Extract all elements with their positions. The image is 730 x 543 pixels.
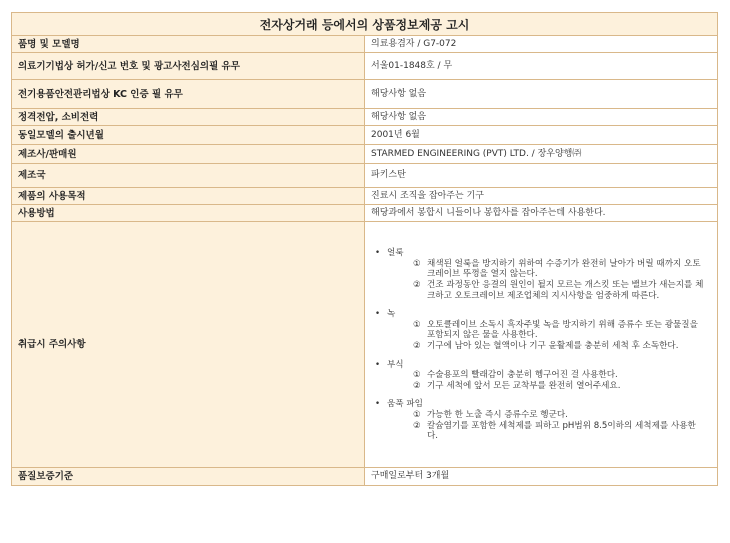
- table-row: [12, 36, 718, 53]
- row-value: 해당사항 없음: [365, 109, 718, 126]
- row-value: 해당사항 없음: [365, 80, 718, 109]
- precaution-item-text: 가능한 한 노출 즉시 증류수로 헹군다.: [427, 409, 568, 420]
- precaution-item: [373, 421, 711, 442]
- row-label: 의료기기법상 허가/신고 번호 및 광고사전심의필 유무: [12, 53, 365, 80]
- precaution-item-text: 기구에 남아 있는 혈액이나 기구 윤활제를 충분히 세척 후 소독한다.: [427, 341, 679, 351]
- precaution-item: [373, 259, 711, 280]
- precaution-item: [373, 320, 711, 341]
- row-value: 서울01-1848호 / 무: [365, 53, 718, 80]
- precaution-section-title: [373, 399, 711, 410]
- precaution-section-title: [373, 248, 711, 259]
- row-label: 품질보증기준: [12, 468, 365, 486]
- bullet-icon: •: [375, 248, 381, 259]
- precaution-item: [373, 381, 711, 392]
- table-row: [12, 126, 718, 145]
- precautions-cell: [365, 222, 718, 468]
- precaution-item-number: ①: [413, 258, 421, 269]
- precaution-item-number: ①: [413, 370, 421, 381]
- precaution-section-title: [373, 360, 711, 371]
- precaution-item-number: ②: [413, 341, 421, 351]
- precaution-section: [373, 399, 711, 441]
- precaution-item-text: 칼슘염기를 포함한 세척제를 피하고 pH범위 8.5이하의 세척제를 사용한다.: [427, 420, 696, 442]
- precautions-list: [371, 244, 711, 445]
- precaution-item: [373, 370, 711, 381]
- table-row: [12, 468, 718, 486]
- bullet-icon: •: [375, 309, 381, 320]
- product-info-table: [11, 12, 718, 486]
- table-row: [12, 109, 718, 126]
- precaution-section: [373, 248, 711, 301]
- precautions-row: [12, 222, 718, 468]
- row-label: 사용방법: [12, 205, 365, 222]
- precaution-item: [373, 410, 711, 421]
- precaution-section-title-text: 얼룩: [387, 248, 404, 259]
- bullet-icon: •: [375, 359, 381, 370]
- precaution-item-number: ②: [413, 280, 421, 291]
- row-value: STARMED ENGINEERING (PVT) LTD. / 장우양행㈜: [365, 145, 718, 164]
- row-label: 제조국: [12, 164, 365, 188]
- precaution-section-title-text: 움푹 파임: [387, 399, 423, 410]
- precaution-section-title-text: 녹: [387, 309, 396, 320]
- table-row: [12, 164, 718, 188]
- row-value: 해당과에서 봉합시 니들이나 봉합사를 잡아주는데 사용한다.: [365, 205, 718, 222]
- table-row: [12, 53, 718, 80]
- row-label: 동일모델의 출시년월: [12, 126, 365, 145]
- table-title: 전자상거래 등에서의 상품정보제공 고시: [12, 13, 718, 36]
- precaution-item-number: ①: [413, 319, 421, 330]
- precaution-item-number: ②: [413, 380, 421, 391]
- table-row: [12, 145, 718, 164]
- row-label: 제조사/판매원: [12, 145, 365, 164]
- row-value: 진료시 조직을 잡아주는 기구: [365, 188, 718, 205]
- row-label: 정격전압, 소비전력: [12, 109, 365, 126]
- precaution-item-text: 채색된 얼룩을 방지하기 위하여 수증기가 완전히 날아가 버릴 때까지 오토크레이브 뚜껑을 열지 않는다.: [427, 258, 701, 280]
- precaution-item-number: ②: [413, 420, 421, 431]
- precaution-item-text: 오토클레이브 소독시 흑자주빛 녹을 방지하기 위해 증류수 또는 광물질을 포함되지 않은 물을 사용한다.: [427, 319, 698, 341]
- precaution-item-text: 수술용포의 빨래감이 충분히 헹구어진 걸 사용한다.: [427, 370, 618, 381]
- precaution-item: [373, 280, 711, 301]
- precaution-section: [373, 360, 711, 392]
- precaution-section: [373, 309, 711, 351]
- product-info-notice: [11, 12, 718, 486]
- precaution-item-text: 건조 과정동안 응결의 원인이 될지 모르는 개스킷 또는 밸브가 새는지를 체크하고 오토크레이브 제조업체의 지시사항을 엄중하게 따른다.: [427, 280, 704, 301]
- table-row: [12, 80, 718, 109]
- table-row: [12, 188, 718, 205]
- row-label: 품명 및 모델명: [12, 36, 365, 53]
- row-value: 파키스탄: [365, 164, 718, 188]
- precaution-section-title-text: 부식: [387, 359, 404, 370]
- row-value: 2001년 6월: [365, 126, 718, 145]
- bullet-icon: •: [375, 399, 381, 410]
- precaution-item: [373, 341, 711, 352]
- precautions-label: 취급시 주의사항: [12, 222, 365, 468]
- row-label: 전기용품안전관리법상 KC 인증 필 유무: [12, 80, 365, 109]
- table-row: [12, 205, 718, 222]
- row-label: 제품의 사용목적: [12, 188, 365, 205]
- precaution-item-text: 기구 세척에 앞서 모든 교착부를 완전히 열어주세요.: [427, 380, 621, 391]
- row-value: 구매일로부터 3개월: [365, 468, 718, 486]
- precaution-section-title: [373, 309, 711, 320]
- precaution-item-number: ①: [413, 409, 421, 420]
- row-value: 의료용겸자 / G7-072: [365, 36, 718, 53]
